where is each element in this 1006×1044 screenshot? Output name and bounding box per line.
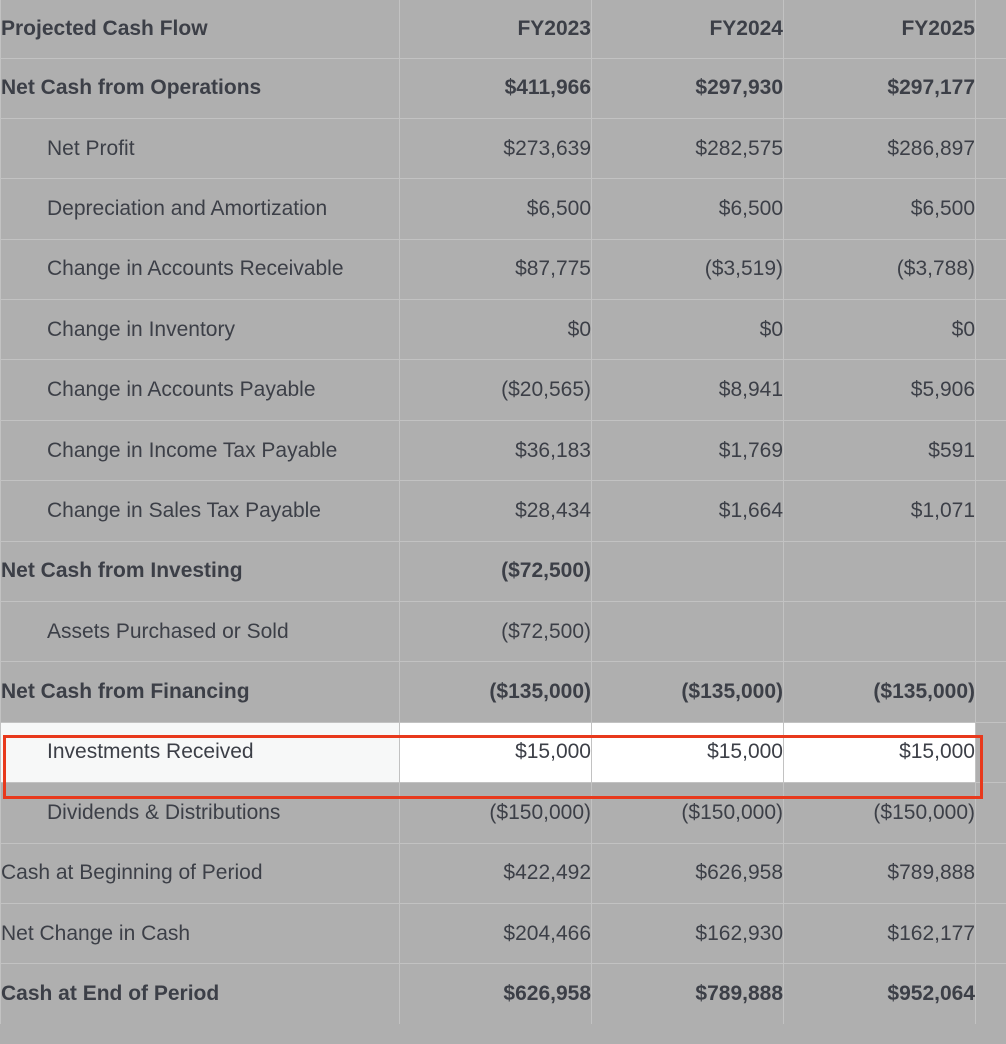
cell-fy2024: $1,769 xyxy=(592,420,784,480)
table-row[interactable] xyxy=(1,481,1006,541)
cell-fy2024: $0 xyxy=(592,300,784,360)
row-label: Net Profit xyxy=(1,118,400,178)
cell-fy2023: $0 xyxy=(400,300,592,360)
cell-fy2024: $162,930 xyxy=(592,903,784,963)
table-edge-cell xyxy=(976,722,1006,782)
table-row[interactable] xyxy=(1,360,1006,420)
table-edge-cell xyxy=(976,662,1006,722)
table-row[interactable] xyxy=(1,300,1006,360)
cell-fy2025: $789,888 xyxy=(784,843,976,903)
table-row[interactable] xyxy=(1,903,1006,963)
column-header-fy2025: FY2025 xyxy=(784,0,976,58)
row-label: Cash at Beginning of Period xyxy=(1,843,400,903)
cell-fy2023: $411,966 xyxy=(400,58,592,118)
cell-fy2024: $6,500 xyxy=(592,179,784,239)
cell-fy2024: $1,664 xyxy=(592,481,784,541)
cell-fy2023: ($20,565) xyxy=(400,360,592,420)
cell-fy2024: $626,958 xyxy=(592,843,784,903)
cell-fy2023: ($72,500) xyxy=(400,541,592,601)
row-label: Change in Sales Tax Payable xyxy=(1,481,400,541)
table-edge-cell xyxy=(976,602,1006,662)
row-label: Investments Received xyxy=(1,722,400,782)
cell-fy2023: $204,466 xyxy=(400,903,592,963)
table-edge-cell xyxy=(976,58,1006,118)
cell-fy2023: $626,958 xyxy=(400,964,592,1024)
table-edge-cell xyxy=(976,541,1006,601)
cell-fy2023: $273,639 xyxy=(400,118,592,178)
cell-fy2025 xyxy=(784,602,976,662)
cell-fy2024 xyxy=(592,541,784,601)
table-row[interactable] xyxy=(1,118,1006,178)
table-row[interactable] xyxy=(1,58,1006,118)
cell-fy2025: $1,071 xyxy=(784,481,976,541)
row-label: Net Cash from Financing xyxy=(1,662,400,722)
table-edge-cell xyxy=(976,300,1006,360)
table-header-row xyxy=(1,0,1006,58)
table-edge-cell xyxy=(976,0,1006,58)
column-header-fy2023: FY2023 xyxy=(400,0,592,58)
cell-fy2025: $162,177 xyxy=(784,903,976,963)
row-label: Dividends & Distributions xyxy=(1,783,400,843)
table-edge-cell xyxy=(976,903,1006,963)
cell-fy2024: ($150,000) xyxy=(592,783,784,843)
table-edge-cell xyxy=(976,179,1006,239)
cell-fy2025: $15,000 xyxy=(784,722,976,782)
table-row[interactable] xyxy=(1,541,1006,601)
row-label: Assets Purchased or Sold xyxy=(1,602,400,662)
table-row[interactable] xyxy=(1,722,1006,782)
table-row[interactable] xyxy=(1,239,1006,299)
cell-fy2025: $591 xyxy=(784,420,976,480)
table-edge-cell xyxy=(976,118,1006,178)
table-edge-cell xyxy=(976,420,1006,480)
row-label: Change in Income Tax Payable xyxy=(1,420,400,480)
cell-fy2024: ($3,519) xyxy=(592,239,784,299)
cell-fy2025: ($150,000) xyxy=(784,783,976,843)
cell-fy2023: ($150,000) xyxy=(400,783,592,843)
row-label: Change in Accounts Receivable xyxy=(1,239,400,299)
cell-fy2024: $8,941 xyxy=(592,360,784,420)
row-label: Net Cash from Operations xyxy=(1,58,400,118)
table-row[interactable] xyxy=(1,662,1006,722)
cell-fy2024: $789,888 xyxy=(592,964,784,1024)
row-label: Depreciation and Amortization xyxy=(1,179,400,239)
cell-fy2025: $5,906 xyxy=(784,360,976,420)
table-row[interactable] xyxy=(1,420,1006,480)
cell-fy2023: $28,434 xyxy=(400,481,592,541)
table-row[interactable] xyxy=(1,783,1006,843)
cell-fy2023: $36,183 xyxy=(400,420,592,480)
cell-fy2024 xyxy=(592,602,784,662)
table-edge-cell xyxy=(976,843,1006,903)
cell-fy2024: $15,000 xyxy=(592,722,784,782)
table-row[interactable] xyxy=(1,964,1006,1024)
cell-fy2025 xyxy=(784,541,976,601)
cell-fy2023: $6,500 xyxy=(400,179,592,239)
table-edge-cell xyxy=(976,783,1006,843)
cell-fy2024: $297,930 xyxy=(592,58,784,118)
row-label: Change in Accounts Payable xyxy=(1,360,400,420)
row-label: Change in Inventory xyxy=(1,300,400,360)
cell-fy2025: $952,064 xyxy=(784,964,976,1024)
table-edge-cell xyxy=(976,964,1006,1024)
cell-fy2024: ($135,000) xyxy=(592,662,784,722)
table-edge-cell xyxy=(976,481,1006,541)
cell-fy2024: $282,575 xyxy=(592,118,784,178)
table-row[interactable] xyxy=(1,179,1006,239)
cell-fy2023: $422,492 xyxy=(400,843,592,903)
cell-fy2023: ($72,500) xyxy=(400,602,592,662)
cell-fy2025: $6,500 xyxy=(784,179,976,239)
table-row[interactable] xyxy=(1,843,1006,903)
column-header-fy2024: FY2024 xyxy=(592,0,784,58)
row-label: Net Cash from Investing xyxy=(1,541,400,601)
cell-fy2023: $15,000 xyxy=(400,722,592,782)
cell-fy2025: ($135,000) xyxy=(784,662,976,722)
table-title: Projected Cash Flow xyxy=(1,0,400,58)
row-label: Cash at End of Period xyxy=(1,964,400,1024)
table-edge-cell xyxy=(976,360,1006,420)
cell-fy2023: $87,775 xyxy=(400,239,592,299)
cell-fy2025: $286,897 xyxy=(784,118,976,178)
cell-fy2025: ($3,788) xyxy=(784,239,976,299)
row-label: Net Change in Cash xyxy=(1,903,400,963)
table-row[interactable] xyxy=(1,602,1006,662)
cell-fy2025: $297,177 xyxy=(784,58,976,118)
cell-fy2023: ($135,000) xyxy=(400,662,592,722)
table-edge-cell xyxy=(976,239,1006,299)
cell-fy2025: $0 xyxy=(784,300,976,360)
